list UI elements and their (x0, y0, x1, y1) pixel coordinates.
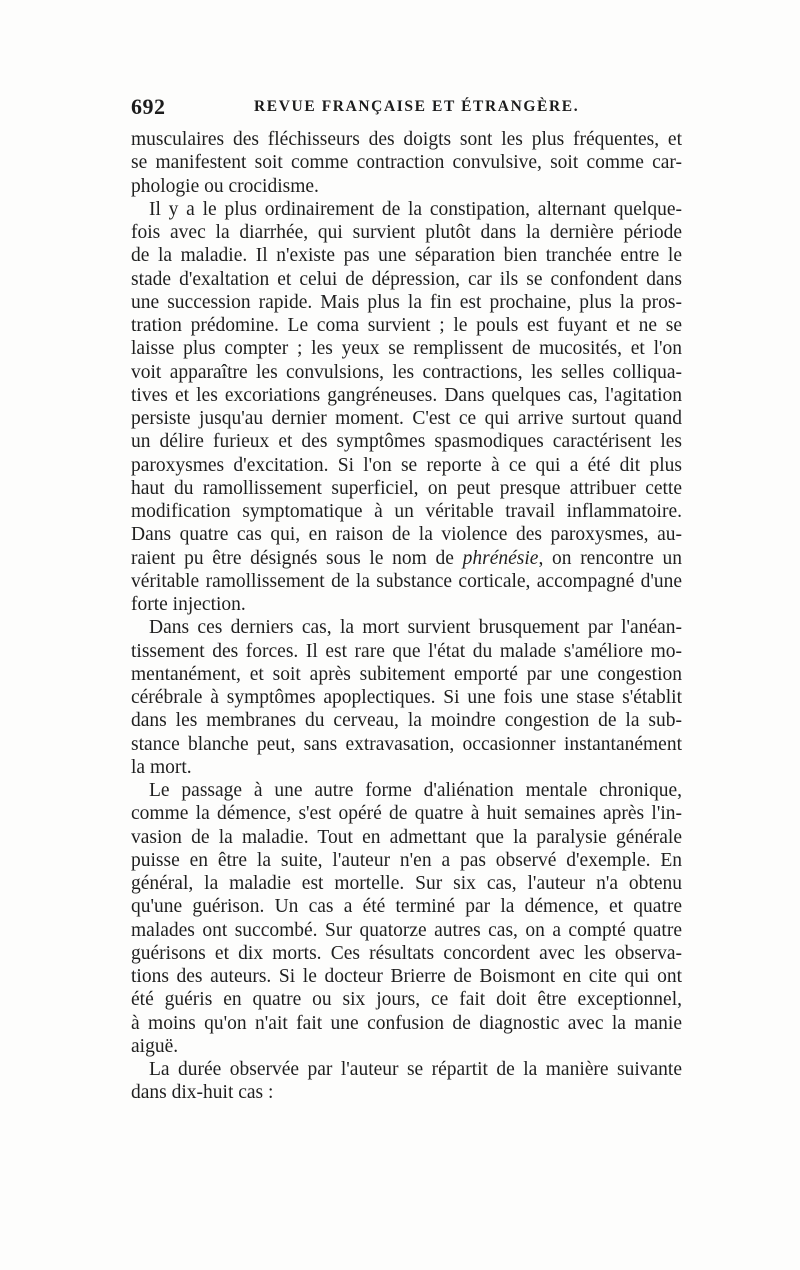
line-text: stade d'exaltation et celui de dépression, car ils se confondent dans (131, 268, 682, 290)
text-line (131, 268, 682, 291)
text-line (131, 1012, 682, 1035)
line-text: de la maladie. Il n'existe pas une séparation bien tranchée entre le (131, 245, 682, 267)
text-line (131, 640, 682, 663)
text-line (131, 337, 682, 360)
text-line (131, 430, 682, 453)
line-text: tissement des forces. Il est rare que l'état du malade s'améliore mo- (131, 640, 682, 662)
line-text: stance blanche peut, sans extravasation, occasionner instantanément (131, 733, 682, 755)
line-text: Dans ces derniers cas, la mort survient brusquement par l'anéan- (149, 617, 682, 639)
text-line (131, 965, 682, 988)
text-line (131, 919, 682, 942)
line-text-continued: , on rencontre un (538, 547, 682, 569)
line-text: La durée observée par l'auteur se répartit de la manière suivante (149, 1059, 682, 1080)
text-line (131, 895, 682, 918)
text-line (131, 244, 682, 267)
line-text: phologie ou crocidisme. (131, 175, 319, 197)
text-line (131, 221, 682, 244)
text-line (131, 733, 682, 756)
text-line (131, 547, 682, 570)
text-line (131, 826, 682, 849)
body-text (131, 128, 682, 1105)
text-line (131, 1081, 682, 1104)
text-line (131, 593, 682, 616)
line-text: une succession rapide. Mais plus la fin est prochaine, plus la pros- (131, 291, 682, 313)
line-text: se manifestent soit comme contraction convulsive, soit comme car- (131, 152, 682, 174)
text-line (131, 942, 682, 965)
text-line (131, 709, 682, 732)
text-line (131, 802, 682, 825)
line-text: tions des auteurs. Si le docteur Brierre de Boismont en cite qui ont (131, 966, 682, 987)
line-text: musculaires des fléchisseurs des doigts sont les plus fréquentes, et (131, 129, 682, 150)
text-line (131, 175, 682, 198)
line-text: tration prédomine. Le coma survient ; le pouls est fuyant et ne se (131, 315, 682, 336)
text-line (131, 686, 682, 709)
text-line (131, 454, 682, 477)
line-text: Dans quatre cas qui, en raison de la violence des paroxysmes, au- (131, 524, 682, 546)
line-text: Il y a le plus ordinairement de la constipation, alternant quelque- (149, 198, 682, 220)
line-text: la mort. (131, 756, 192, 778)
line-text: dans dix-huit cas : (131, 1082, 274, 1104)
line-text: véritable ramollissement de la substance corticale, accompagné d'une (131, 570, 682, 592)
line-text: dans les membranes du cerveau, la moindre congestion de la sub- (131, 710, 682, 732)
page-header (131, 94, 682, 124)
text-line (131, 477, 682, 500)
line-text: général, la maladie est mortelle. Sur six cas, l'auteur n'a obtenu (131, 873, 682, 894)
text-line (131, 291, 682, 314)
page-number: 692 (131, 94, 166, 119)
text-line (131, 500, 682, 523)
text-line (131, 1058, 682, 1081)
line-text: un délire furieux et des symptômes spasmodiques caractérisent les (131, 431, 682, 453)
line-text: été guéris en quatre ou six jours, ce fait doit être exceptionnel, (131, 989, 682, 1011)
line-text: haut du ramollissement superficiel, on peut presque attribuer cette (131, 477, 682, 499)
text-line (131, 523, 682, 546)
text-line (131, 198, 682, 221)
text-line (131, 384, 682, 407)
line-text: modification symptomatique à un véritable travail inflammatoire. (131, 501, 682, 522)
text-line (131, 988, 682, 1011)
line-text: tives et les excoriations gangréneuses. Dans quelques cas, l'agitation (131, 384, 682, 406)
text-line (131, 1035, 682, 1058)
line-text: aiguë. (131, 1035, 179, 1057)
line-text: guérisons et dix morts. Ces résultats concordent avec les observa- (131, 942, 682, 964)
line-text: Le passage à une autre forme d'aliénation mentale chronique, (149, 780, 682, 801)
line-text: persiste jusqu'au dernier moment. C'est ce qui arrive surtout quand (131, 408, 682, 429)
text-line (131, 616, 682, 639)
text-line (131, 361, 682, 384)
line-text: malades ont succombé. Sur quatorze autres cas, on a compté quatre (131, 919, 682, 941)
text-line (131, 756, 682, 779)
text-line (131, 779, 682, 802)
text-line (131, 314, 682, 337)
line-text: comme la démence, s'est opéré de quatre à huit semaines après l'in- (131, 803, 682, 825)
text-line (131, 407, 682, 430)
line-text: puisse en être la suite, l'auteur n'en a pas observé d'exemple. En (131, 849, 682, 871)
line-text: vasion de la maladie. Tout en admettant que la paralysie générale (131, 826, 682, 848)
line-text: à moins qu'on n'ait fait une confusion de diagnostic avec la manie (131, 1012, 682, 1034)
line-text: laisse plus compter ; les yeux se remplissent de mucosités, et l'on (131, 338, 682, 360)
line-text: fois avec la diarrhée, qui survient plutôt dans la dernière période (131, 222, 682, 243)
line-text: paroxysmes d'excitation. Si l'on se reporte à ce qui a été dit plus (131, 454, 682, 476)
text-line (131, 128, 682, 151)
line-text: mentanément, et soit après subitement emporté par une congestion (131, 663, 682, 685)
text-line (131, 151, 682, 174)
running-head: REVUE FRANÇAISE ET ÉTRANGÈRE. (254, 98, 580, 115)
line-text: forte injection. (131, 594, 246, 615)
line-text: qu'une guérison. Un cas a été terminé par la démence, et quatre (131, 896, 682, 918)
line-text: raient pu être désignés sous le nom de (131, 547, 463, 569)
text-line (131, 849, 682, 872)
italic-term: phrénésie (462, 547, 539, 569)
text-line (131, 570, 682, 593)
line-text: voit apparaître les convulsions, les contractions, les selles colliqua- (131, 361, 682, 383)
text-line (131, 663, 682, 686)
line-text: cérébrale à symptômes apoplectiques. Si une fois une stase s'établit (131, 687, 682, 708)
text-line (131, 872, 682, 895)
